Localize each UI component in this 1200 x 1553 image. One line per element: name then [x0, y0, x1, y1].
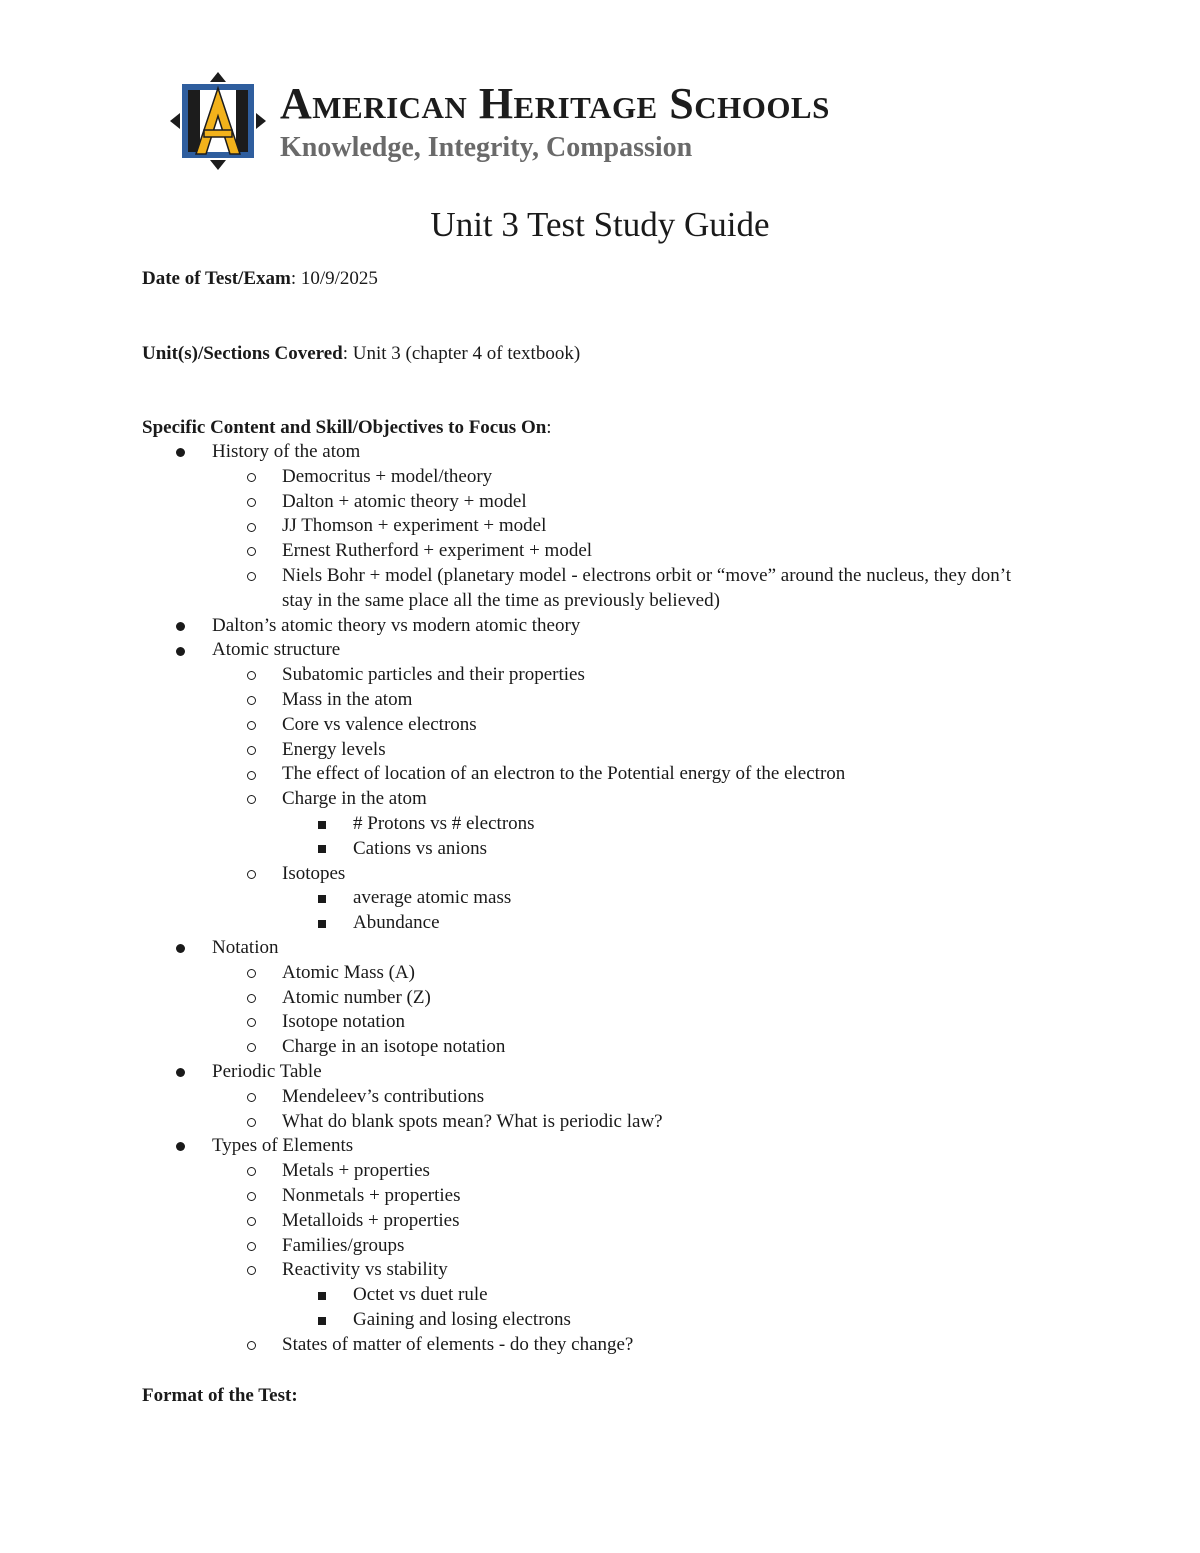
list-item-text: Notation [212, 936, 279, 958]
list-item [0, 614, 1200, 639]
test-date [142, 267, 378, 291]
list-item [0, 1234, 1200, 1259]
list-item-text: Ernest Rutherford + experiment + model [282, 540, 593, 562]
list-item-text: Reactivity vs stability [282, 1259, 448, 1281]
objectives-list [0, 440, 1200, 1357]
list-item [0, 1110, 1200, 1135]
bullet-icon [318, 911, 326, 936]
list-item [0, 1060, 1200, 1085]
bullet-icon [318, 1308, 326, 1333]
list-item [0, 1258, 1200, 1283]
list-item-text: Nonmetals + properties [282, 1184, 461, 1206]
school-logo [168, 70, 928, 172]
bullet-icon [318, 837, 326, 862]
list-item-text: Niels Bohr + model (planetary model - electrons orbit or “move” around the nucleus, they don’t stay in the same place all the time as previously believed) [282, 564, 1011, 611]
bullet-icon [247, 1184, 256, 1209]
bullet-icon [318, 886, 326, 911]
list-item-text: Isotope notation [282, 1011, 405, 1033]
list-item-text: Metals + properties [282, 1160, 430, 1182]
list-item [0, 1184, 1200, 1209]
list-item-text: Families/groups [282, 1234, 405, 1256]
bullet-icon [247, 564, 256, 589]
bullet-icon [176, 614, 185, 639]
test-format [142, 1384, 298, 1408]
bullet-icon [247, 1010, 256, 1035]
list-item [0, 1283, 1200, 1308]
bullet-icon [247, 1209, 256, 1234]
content-heading-label: Specific Content and Skill/Objectives to Focus On [142, 417, 547, 438]
list-item [0, 1035, 1200, 1060]
list-item [0, 490, 1200, 515]
bullet-icon [247, 1110, 256, 1135]
list-item [0, 862, 1200, 887]
list-item [0, 762, 1200, 787]
list-item-text: Gaining and losing electrons [353, 1308, 571, 1330]
content-heading-suffix: : [546, 417, 552, 438]
list-item-text: Dalton + atomic theory + model [282, 490, 527, 512]
bullet-icon [247, 986, 256, 1011]
list-item-text: History of the atom [212, 441, 361, 462]
list-item [0, 564, 1200, 614]
bullet-icon [247, 1159, 256, 1184]
list-item [0, 812, 1200, 837]
list-item-text: Mendeleev’s contributions [282, 1085, 485, 1107]
bullet-icon [247, 490, 256, 515]
list-item-text: average atomic mass [353, 887, 512, 909]
list-item [0, 1085, 1200, 1110]
bullet-icon [176, 440, 185, 465]
units-covered [142, 342, 580, 366]
list-item-text: What do blank spots mean? What is periodic law? [282, 1110, 663, 1132]
content-heading [142, 416, 552, 440]
bullet-icon [247, 762, 256, 787]
bullet-icon [247, 713, 256, 738]
list-item [0, 886, 1200, 911]
list-item [0, 936, 1200, 961]
bullet-icon [247, 862, 256, 887]
list-item-text: Atomic number (Z) [282, 986, 431, 1008]
list-item [0, 787, 1200, 812]
list-item-text: Periodic Table [212, 1060, 322, 1082]
list-item [0, 663, 1200, 688]
list-item-text: Abundance [353, 912, 440, 934]
bullet-icon [318, 812, 326, 837]
bullet-icon [247, 1258, 256, 1283]
list-item-text: Democritus + model/theory [282, 465, 493, 487]
bullet-icon [247, 1035, 256, 1060]
school-tagline: Knowledge, Integrity, Compassion [280, 132, 693, 163]
list-item [0, 911, 1200, 936]
bullet-icon [247, 1234, 256, 1259]
bullet-icon [247, 738, 256, 763]
bullet-icon [176, 1060, 185, 1085]
school-crest-icon [168, 70, 268, 172]
list-item [0, 465, 1200, 490]
list-item-text: Subatomic particles and their properties [282, 664, 585, 686]
list-item-text: Octet vs duet rule [353, 1284, 488, 1306]
list-item [0, 986, 1200, 1011]
list-item [0, 539, 1200, 564]
list-item-text: Atomic Mass (A) [282, 961, 415, 983]
list-item [0, 1134, 1200, 1159]
list-item [0, 514, 1200, 539]
bullet-icon [247, 465, 256, 490]
bullet-icon [247, 1333, 256, 1358]
bullet-icon [247, 787, 256, 812]
list-item-text: Metalloids + properties [282, 1209, 460, 1231]
list-item-text: Isotopes [282, 862, 346, 884]
bullet-icon [176, 638, 185, 663]
list-item-text: Charge in an isotope notation [282, 1036, 506, 1058]
list-item [0, 1010, 1200, 1035]
list-item [0, 738, 1200, 763]
units-covered-value: : Unit 3 (chapter 4 of textbook) [342, 343, 581, 364]
list-item [0, 688, 1200, 713]
list-item-text: The effect of location of an electron to the Potential energy of the electron [282, 763, 846, 785]
list-item-text: Charge in the atom [282, 788, 427, 810]
list-item-text: Cations vs anions [353, 837, 488, 859]
test-date-label: Date of Test/Exam [142, 268, 291, 289]
test-date-value: : 10/9/2025 [290, 268, 378, 289]
list-item [0, 440, 1200, 465]
list-item-text: Dalton’s atomic theory vs modern atomic theory [212, 614, 581, 636]
page-title: Unit 3 Test Study Guide [430, 205, 770, 244]
list-item-text: Mass in the atom [282, 688, 413, 710]
list-item [0, 713, 1200, 738]
bullet-icon [318, 1283, 326, 1308]
list-item [0, 1308, 1200, 1333]
list-item-text: Core vs valence electrons [282, 713, 477, 735]
list-item [0, 1209, 1200, 1234]
bullet-icon [247, 514, 256, 539]
bullet-icon [247, 663, 256, 688]
bullet-icon [247, 688, 256, 713]
list-item-text: # Protons vs # electrons [353, 812, 535, 834]
bullet-icon [247, 1085, 256, 1110]
school-name: American Heritage Schools [280, 79, 830, 128]
list-item [0, 638, 1200, 663]
list-item [0, 1333, 1200, 1358]
list-item-text: States of matter of elements - do they change? [282, 1333, 634, 1355]
list-item [0, 1159, 1200, 1184]
bullet-icon [176, 1134, 185, 1159]
list-item-text: JJ Thomson + experiment + model [282, 515, 547, 537]
test-format-label: Format of the Test: [142, 1385, 298, 1406]
list-item-text: Atomic structure [212, 639, 341, 661]
bullet-icon [176, 936, 185, 961]
list-item-text: Energy levels [282, 738, 386, 760]
list-item-text: Types of Elements [212, 1135, 354, 1157]
list-item [0, 837, 1200, 862]
units-covered-label: Unit(s)/Sections Covered [142, 343, 343, 364]
bullet-icon [247, 539, 256, 564]
list-item [0, 961, 1200, 986]
bullet-icon [247, 961, 256, 986]
